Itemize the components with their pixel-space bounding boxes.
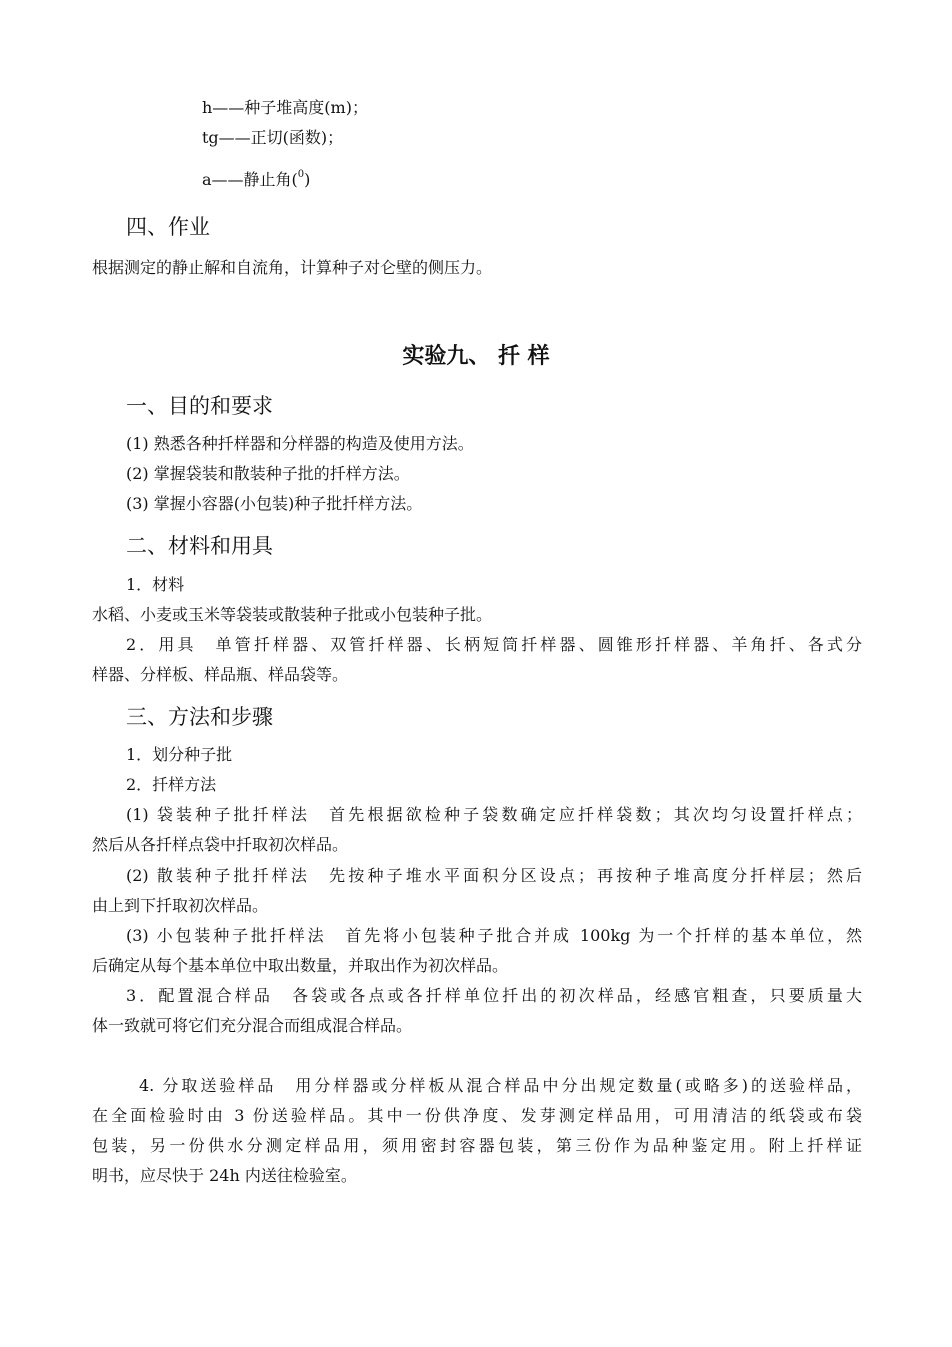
materials-sub1-text: 水稻、小麦或玉米等袋装或散装种子批或小包装种子批。 (92, 605, 493, 624)
purpose-heading: 一、目的和要求 (126, 394, 273, 418)
degree-superscript: 0 (297, 169, 305, 180)
method-s3-line1-text: 3．配置混合样品 各袋或各点或各扦样单位扦出的初次样品，经感官粗查，只要质量大 (126, 986, 862, 1005)
def-a (202, 170, 310, 190)
materials-heading: 二、材料和用具 (126, 534, 273, 558)
method-p3-line1-text: (3) 小包装种子批扦样法 首先将小包装种子批合并成 100kg 为一个扦样的基本单位，然 (126, 926, 862, 945)
materials-sub2-line1-text: 2．用具 单管扦样器、双管扦样器、长柄短筒扦样器、圆锥形扦样器、羊角扦、各式分 (126, 635, 862, 654)
purpose-item-2: (2) 掌握袋装和散装种子批的扦样方法。 (126, 464, 410, 483)
def-tg: tg——正切(函数)； (202, 128, 344, 147)
method-s4-line1 (139, 1076, 862, 1096)
method-p3-line1 (126, 926, 862, 946)
homework-heading: 四、作业 (126, 215, 210, 239)
method-p1-line2: 然后从各扦样点袋中扦取初次样品。 (92, 835, 349, 854)
def-a-text: a——静止角( (202, 170, 298, 189)
method-s4-line2-text: 在全面检验时由 3 份送验样品。其中一份供净度、发芽测定样品用，可用清洁的纸袋或布袋 (92, 1106, 862, 1125)
method-s4-line1-text: 4. 分取送验样品 用分样器或分样板从混合样品中分出规定数量(或略多)的送验样品， (139, 1076, 862, 1095)
materials-sub2-line2: 样器、分样板、样品瓶、样品袋等。 (92, 665, 349, 684)
method-s4-line4: 明书，应尽快于 24h 内送往检验室。 (92, 1166, 357, 1185)
method-s4-line3 (92, 1136, 862, 1156)
purpose-item-3: (3) 掌握小容器(小包装)种子批扦样方法。 (126, 494, 423, 513)
method-s4-line2 (92, 1106, 862, 1126)
def-a-close: ) (304, 170, 311, 189)
materials-sub1: 1．材料 (126, 575, 185, 594)
method-p2-line1 (126, 866, 862, 886)
method-s4-line3-text: 包装，另一份供水分测定样品用，须用密封容器包装，第三份作为品种鉴定用。附上扦样证 (92, 1136, 862, 1155)
methods-step-1: 1．划分种子批 (126, 745, 233, 764)
purpose-item-1: (1) 熟悉各种扦样器和分样器的构造及使用方法。 (126, 434, 474, 453)
methods-heading: 三、方法和步骤 (126, 705, 273, 729)
method-p3-line2: 后确定从每个基本单位中取出数量，并取出作为初次样品。 (92, 956, 509, 975)
method-p2-line1-text: (2) 散装种子批扦样法 先按种子堆水平面积分区设点；再按种子堆高度分扦样层；然后 (126, 866, 862, 885)
experiment-title: 实验九、 扦 样 (402, 344, 550, 369)
method-p2-line2: 由上到下扦取初次样品。 (92, 896, 269, 915)
method-s3-line2: 体一致就可将它们充分混合而组成混合样品。 (92, 1016, 413, 1035)
method-p1-line1-text: (1) 袋装种子批扦样法 首先根据欲检种子袋数确定应扦样袋数；其次均匀设置扦样点； (126, 805, 862, 824)
homework-text: 根据测定的静止解和自流角，计算种子对仑壁的侧压力。 (92, 258, 493, 277)
method-p1-line1 (126, 805, 862, 825)
method-s3-line1 (126, 986, 862, 1006)
materials-sub2-line1 (126, 635, 862, 655)
methods-step-2: 2．扦样方法 (126, 775, 217, 794)
def-h: h——种子堆高度(m)； (202, 98, 368, 117)
